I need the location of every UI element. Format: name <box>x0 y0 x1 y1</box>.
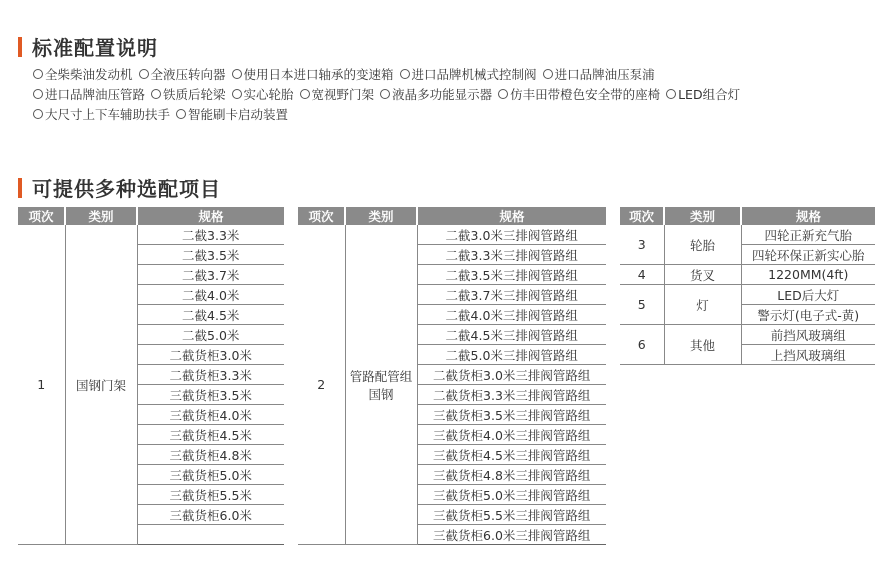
header-spec: 规格 <box>137 207 284 225</box>
standard-config-item-label: 仿丰田带橙色安全带的座椅 <box>510 87 661 102</box>
spec-cell: 三截货柜4.0米 <box>137 405 284 425</box>
spec-cell: 警示灯(电子式-黄) <box>741 305 875 325</box>
standard-config-item-label: 液晶多功能显示器 <box>392 87 493 102</box>
circle-bullet-icon <box>380 89 390 99</box>
standard-config-item <box>232 67 394 82</box>
circle-bullet-icon <box>151 89 161 99</box>
circle-bullet-icon <box>139 69 149 79</box>
spec-cell: LED后大灯 <box>741 285 875 305</box>
standard-config-item <box>151 87 226 102</box>
title-accent-bar <box>18 37 22 57</box>
standard-config-item <box>33 87 145 102</box>
item-no-cell: 3 <box>620 225 664 265</box>
circle-bullet-icon <box>300 89 310 99</box>
spec-cell: 上挡风玻璃组 <box>741 345 875 365</box>
spec-cell: 二截3.3米 <box>137 225 284 245</box>
circle-bullet-icon <box>33 89 43 99</box>
standard-config-item <box>33 107 170 122</box>
spec-cell: 三截货柜4.8米 <box>137 445 284 465</box>
circle-bullet-icon <box>33 109 43 119</box>
standard-config-title <box>18 32 158 61</box>
table-row <box>620 325 875 345</box>
circle-bullet-icon <box>176 109 186 119</box>
header-no: 项次 <box>18 207 65 225</box>
standard-config-item <box>400 67 537 82</box>
spec-cell: 二截4.5米三排阀管路组 <box>417 325 606 345</box>
item-no-cell: 2 <box>298 225 345 545</box>
category-cell: 国钢门架 <box>65 225 137 545</box>
header-no: 项次 <box>620 207 664 225</box>
header-category: 类别 <box>664 207 741 225</box>
spec-cell: 前挡风玻璃组 <box>741 325 875 345</box>
spec-cell: 二截3.5米 <box>137 245 284 265</box>
standard-config-item <box>666 87 740 102</box>
circle-bullet-icon <box>400 69 410 79</box>
spec-cell: 三截货柜4.0米三排阀管路组 <box>417 425 606 445</box>
spec-cell: 二截3.7米三排阀管路组 <box>417 285 606 305</box>
spec-cell: 三截货柜5.0米 <box>137 465 284 485</box>
standard-config-title-text: 标准配置说明 <box>32 36 158 60</box>
spec-cell: 三截货柜5.5米 <box>137 485 284 505</box>
spec-cell: 二截4.0米三排阀管路组 <box>417 305 606 325</box>
other-options-table <box>620 207 875 365</box>
standard-config-item <box>139 67 226 82</box>
spec-cell: 四轮环保正新实心胎 <box>741 245 875 265</box>
standard-config-item-label: 宽视野门架 <box>311 87 375 102</box>
standard-config-item-label: 进口品牌油压泵浦 <box>554 67 655 82</box>
category-cell: 其他 <box>664 325 741 365</box>
spec-cell: 二截货柜3.0米三排阀管路组 <box>417 365 606 385</box>
spec-cell: 二截4.0米 <box>137 285 284 305</box>
spec-cell: 三截货柜4.5米 <box>137 425 284 445</box>
item-no-cell: 4 <box>620 265 664 285</box>
spec-cell: 二截5.0米 <box>137 325 284 345</box>
optional-items-title-text: 可提供多种选配项目 <box>32 177 221 201</box>
standard-config-item-label: 实心轮胎 <box>243 87 294 102</box>
table-row <box>620 225 875 245</box>
circle-bullet-icon <box>232 69 242 79</box>
spec-cell: 四轮正新充气胎 <box>741 225 875 245</box>
spec-cell: 三截货柜4.8米三排阀管路组 <box>417 465 606 485</box>
spec-cell: 三截货柜3.5米 <box>137 385 284 405</box>
spec-cell: 二截货柜3.3米 <box>137 365 284 385</box>
standard-config-row <box>33 65 883 85</box>
standard-config-item-label: 使用日本进口轴承的变速箱 <box>243 67 394 82</box>
table-row <box>298 225 606 245</box>
standard-config-row <box>33 85 883 105</box>
spec-cell: 1220MM(4ft) <box>741 265 875 285</box>
standard-config-item <box>543 67 655 82</box>
item-no-cell: 1 <box>18 225 65 545</box>
spec-cell: 二截货柜3.0米 <box>137 345 284 365</box>
header-no: 项次 <box>298 207 345 225</box>
title-accent-bar <box>18 178 22 198</box>
spec-cell: 三截货柜4.5米三排阀管路组 <box>417 445 606 465</box>
spec-cell: 二截3.5米三排阀管路组 <box>417 265 606 285</box>
spec-cell: 二截5.0米三排阀管路组 <box>417 345 606 365</box>
category-cell: 轮胎 <box>664 225 741 265</box>
standard-config-item <box>232 87 294 102</box>
table-row <box>18 225 284 245</box>
optional-items-title <box>18 173 221 202</box>
item-no-cell: 5 <box>620 285 664 325</box>
header-spec: 规格 <box>417 207 606 225</box>
standard-config-item-label: 全柴柴油发动机 <box>45 67 133 82</box>
standard-config-item <box>380 87 492 102</box>
table-row <box>620 265 875 285</box>
spec-cell: 二截3.0米三排阀管路组 <box>417 225 606 245</box>
header-category: 类别 <box>65 207 137 225</box>
standard-config-item-label: 进口品牌油压管路 <box>45 87 146 102</box>
standard-config-list <box>33 65 883 125</box>
spec-cell: 三截货柜5.5米三排阀管路组 <box>417 505 606 525</box>
spec-cell: 二截4.5米 <box>137 305 284 325</box>
spec-cell: 二截3.3米三排阀管路组 <box>417 245 606 265</box>
standard-config-item-label: 智能刷卡启动装置 <box>188 107 289 122</box>
standard-config-row <box>33 105 883 125</box>
spec-cell: 三截货柜6.0米 <box>137 505 284 525</box>
category-cell: 灯 <box>664 285 741 325</box>
standard-config-item <box>498 87 660 102</box>
spec-cell: 三截货柜6.0米三排阀管路组 <box>417 525 606 545</box>
spec-cell: 三截货柜5.0米三排阀管路组 <box>417 485 606 505</box>
spec-cell: 二截3.7米 <box>137 265 284 285</box>
standard-config-item <box>300 87 375 102</box>
table-row <box>620 285 875 305</box>
category-line: 国钢 <box>368 386 394 402</box>
standard-config-item <box>33 67 133 82</box>
spec-cell <box>137 525 284 545</box>
standard-config-item-label: 铁质后轮梁 <box>163 87 226 102</box>
standard-config-item-label: 进口品牌机械式控制阀 <box>411 67 537 82</box>
circle-bullet-icon <box>498 89 508 99</box>
pipeline-options-table <box>298 207 606 545</box>
circle-bullet-icon <box>232 89 242 99</box>
circle-bullet-icon <box>543 69 553 79</box>
circle-bullet-icon <box>666 89 676 99</box>
header-spec: 规格 <box>741 207 875 225</box>
category-cell <box>345 225 417 545</box>
standard-config-item <box>176 107 288 122</box>
spec-cell: 二截货柜3.3米三排阀管路组 <box>417 385 606 405</box>
standard-config-item-label: 大尺寸上下车辅助扶手 <box>45 107 171 122</box>
spec-cell: 三截货柜3.5米三排阀管路组 <box>417 405 606 425</box>
standard-config-item-label: LED组合灯 <box>678 87 741 102</box>
item-no-cell: 6 <box>620 325 664 365</box>
category-cell: 货叉 <box>664 265 741 285</box>
header-category: 类别 <box>345 207 417 225</box>
mast-options-table <box>18 207 284 545</box>
circle-bullet-icon <box>33 69 43 79</box>
category-line: 管路配管组 <box>349 368 413 384</box>
standard-config-item-label: 全液压转向器 <box>150 67 226 82</box>
